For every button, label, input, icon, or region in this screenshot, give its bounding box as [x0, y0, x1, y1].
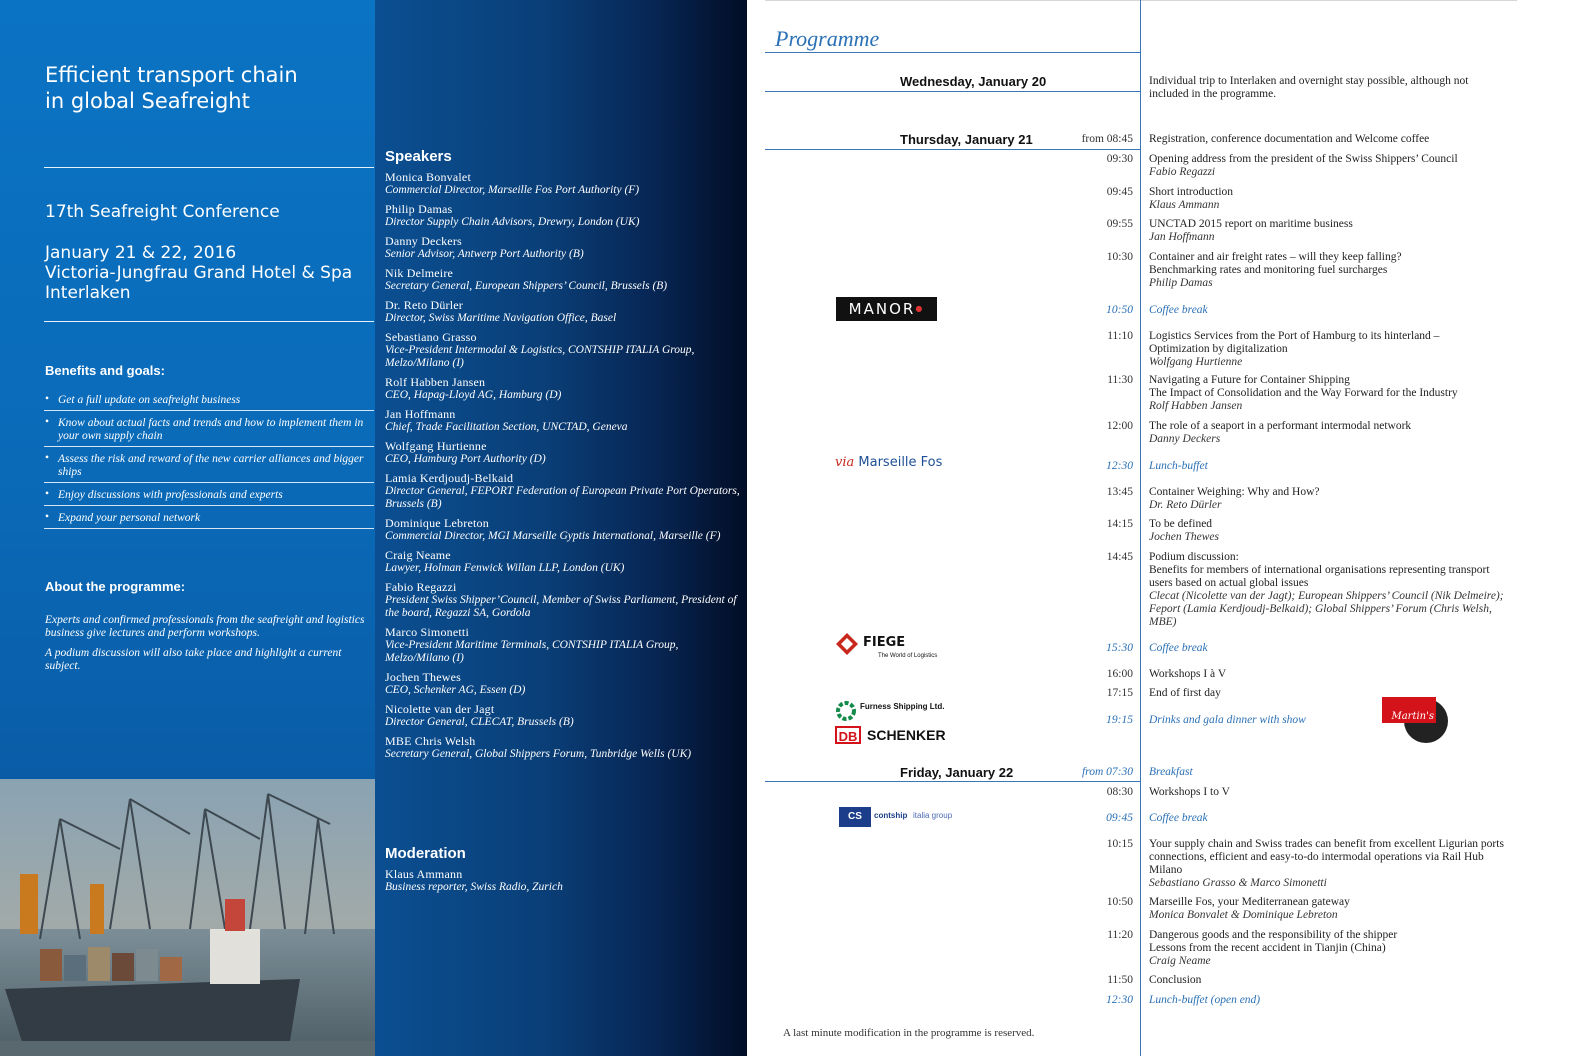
session-title: The Impact of Consolidation and the Way Forward for the Industry [1149, 387, 1458, 399]
session-title: Breakfast [1149, 766, 1193, 778]
list-item: Nik Delmeire Secretary General, European Shippers’ Council, Brussels (B) [385, 266, 668, 292]
session-title: Podium discussion: [1149, 551, 1239, 563]
session-title: The role of a seaport in a performant intermodal network [1149, 420, 1412, 432]
db-schenker-logo: DB SCHENKER [835, 726, 955, 746]
programme-time: 11:20 [1107, 929, 1133, 941]
fiege-logo: FIEGE The World of Logistics [835, 632, 945, 664]
programme-entry [1149, 994, 1509, 1007]
left-panel [0, 0, 375, 1056]
list-item: Rolf Habben Jansen CEO, Hapag-Lloyd AG, Hamburg (D) [385, 375, 562, 401]
benefits-list [44, 392, 374, 533]
fiege-icon [835, 632, 859, 656]
programme-entry [1149, 133, 1509, 146]
list-item: Danny Deckers Senior Advisor, Antwerp Port Authority (B) [385, 234, 584, 260]
programme-entry [1149, 838, 1509, 890]
session-title: Lunch-buffet (open end) [1149, 994, 1261, 1006]
divider [44, 321, 374, 322]
programme-entry [1149, 374, 1509, 413]
session-title: Coffee break [1149, 812, 1208, 824]
about-heading: About the programme: [45, 579, 186, 594]
session-speaker: Jan Hoffmann [1149, 231, 1215, 243]
list-item: Philip Damas Director Supply Chain Advisors, Drewry, London (UK) [385, 202, 640, 228]
programme-entry [1149, 75, 1509, 101]
programme-entry [1149, 812, 1509, 825]
list-item: Dr. Reto Dürler Director, Swiss Maritime Navigation Office, Basel [385, 298, 617, 324]
programme-entry [1149, 153, 1509, 179]
list-item: Sebastiano Grasso Vice-President Intermodal & Logistics, CONTSHIP ITALIA Group, Melzo/Milano (I) [385, 330, 695, 369]
harbour-photo-image [0, 779, 375, 1056]
session-title: Workshops I to V [1149, 786, 1230, 798]
list-item: Monica Bonvalet Commercial Director, Marseille Fos Port Authority (F) [385, 170, 640, 196]
session-title: UNCTAD 2015 report on maritime business [1149, 218, 1353, 230]
programme-time: 16:00 [1106, 668, 1133, 680]
list-item: Craig Neame Lawyer, Holman Fenwick Willan LLP, London (UK) [385, 548, 625, 574]
session-title: Benchmarking rates and monitoring fuel surcharges [1149, 264, 1388, 276]
programme-entry [1149, 551, 1509, 629]
programme-time: 10:50 [1106, 304, 1133, 316]
programme-time: 09:30 [1106, 153, 1133, 165]
programme-time: 14:15 [1106, 518, 1133, 530]
moderation-heading: Moderation [385, 845, 466, 862]
session-title: Container and air freight rates – will they keep falling? [1149, 251, 1402, 263]
programme-time: 11:10 [1107, 330, 1133, 342]
programme-entry [1149, 974, 1509, 987]
divider [765, 52, 1140, 53]
list-item: • Assess the risk and reward of the new carrier alliances and bigger ships [44, 451, 374, 483]
list-item: MBE Chris Welsh Secretary General, Global Shippers Forum, Tunbridge Wells (UK) [385, 734, 692, 760]
contship-logo: CS contship italia group [839, 807, 974, 829]
day-heading-wednesday: Wednesday, January 20 [900, 74, 1047, 89]
manor-logo: MANOR● [836, 297, 937, 321]
footnote: A last minute modification in the programme is reserved. [783, 1027, 1035, 1039]
programme-time: from 07:30 [1081, 766, 1133, 778]
programme-entry [1149, 786, 1509, 799]
programme-entry [1149, 518, 1509, 544]
session-title: Lunch-buffet [1149, 460, 1208, 472]
programme-time: 12:30 [1106, 994, 1133, 1006]
column-divider [1140, 0, 1141, 1056]
session-speaker: Sebastiano Grasso & Marco Simonetti [1149, 877, 1327, 889]
programme-entry [1149, 714, 1509, 727]
session-speaker: Philip Damas [1149, 277, 1213, 289]
programme-entry [1149, 420, 1509, 446]
programme-time: 10:50 [1106, 896, 1133, 908]
session-speaker: Klaus Ammann [1149, 199, 1220, 211]
session-title: Optimization by digitalization [1149, 343, 1288, 355]
programme-title: Programme [775, 26, 880, 51]
programme-time: 09:45 [1106, 186, 1133, 198]
session-title: Your supply chain and Swiss trades can benefit from excellent Ligurian ports connections, efficient and easy-to-do intermodal operations via Rail Hub Milano [1149, 838, 1504, 876]
list-item: • Expand your personal network [44, 510, 374, 529]
list-item: Wolfgang Hurtienne CEO, Hamburg Port Authority (D) [385, 439, 546, 465]
programme-entry [1149, 896, 1509, 922]
session-speaker: Fabio Regazzi [1149, 166, 1216, 178]
programme-entry [1149, 642, 1509, 655]
session-title: Logistics Services from the Port of Hamburg to its hinterland – [1149, 330, 1440, 342]
session-title: To be defined [1149, 518, 1213, 530]
list-item: • Enjoy discussions with professionals and experts [44, 487, 374, 506]
session-title: End of first day [1149, 687, 1221, 699]
list-item: Fabio Regazzi President Swiss Shipper’Council, Member of Swiss Parliament, President of the board, Regazzi SA, Gordola [385, 580, 737, 619]
session-title: Container Weighing: Why and How? [1149, 486, 1320, 498]
list-item: Marco Simonetti Vice-President Maritime Terminals, CONTSHIP ITALIA Group, Melzo/Milano (I) [385, 625, 679, 664]
speakers-list [385, 171, 740, 767]
session-title: Coffee break [1149, 304, 1208, 316]
furness-logo: Furness Shipping Ltd. [835, 700, 955, 722]
day-heading-friday: Friday, January 22 [900, 765, 1014, 780]
list-item: • Get a full update on seafreight business [44, 392, 374, 411]
session-speaker: Craig Neame [1149, 955, 1211, 967]
session-title: Benefits for members of international organisations representing transport users based on actual global issues [1149, 564, 1490, 589]
list-item: Jan Hoffmann Chief, Trade Facilitation Section, UNCTAD, Geneva [385, 407, 628, 433]
session-title: Individual trip to Interlaken and overnight stay possible, although not included in the programme. [1149, 75, 1469, 100]
programme-time: 19:15 [1106, 714, 1133, 726]
session-title: Conclusion [1149, 974, 1202, 986]
benefits-heading: Benefits and goals: [45, 363, 165, 378]
programme-entry [1149, 186, 1509, 212]
list-item: Nicolette van der Jagt Director General, CLECAT, Brussels (B) [385, 702, 574, 728]
programme-time: 14:45 [1106, 551, 1133, 563]
session-title: Drinks and gala dinner with show [1149, 714, 1306, 726]
marseille-fos-logo: via Marseille Fos [835, 455, 943, 470]
session-speaker: Clecat (Nicolette van der Jagt); European Shippers’ Council (Nik Delmeire); Feport (Lamia Kerdjoudj-Belkaid); Global Shippers’ Forum (Chris Welsh, MBE) [1149, 590, 1504, 628]
divider [765, 91, 1140, 92]
brochure-title: Efficient transport chain in global Seafreight [45, 63, 298, 113]
programme-time: 12:30 [1106, 460, 1133, 472]
programme-entry [1149, 766, 1509, 779]
speakers-heading: Speakers [385, 148, 452, 165]
list-item: Lamia Kerdjoudj-Belkaid Director General, FEPORT Federation of European Private Port Operators, Brussels (B) [385, 471, 740, 510]
divider [765, 781, 1140, 782]
divider [765, 149, 1140, 150]
programme-time: 09:45 [1106, 812, 1133, 824]
furness-icon [835, 700, 857, 722]
programme-entry [1149, 218, 1509, 244]
session-title: Dangerous goods and the responsibility of the shipper [1149, 929, 1398, 941]
session-title: Lessons from the recent accident in Tianjin (China) [1149, 942, 1386, 954]
session-title: Registration, conference documentation and Welcome coffee [1149, 133, 1430, 145]
programme-time: 17:15 [1106, 687, 1133, 699]
session-title: Short introduction [1149, 186, 1234, 198]
programme-time: 12:00 [1106, 420, 1133, 432]
list-item: • Know about actual facts and trends and how to implement them in your own supply chain [44, 415, 374, 447]
session-title: Marseille Fos, your Mediterranean gateway [1149, 896, 1350, 908]
about-text: Experts and confirmed professionals from the seafreight and logistics business give lectures and perform workshops. A podium discussion will also take place and highlight a current subject. [45, 614, 365, 672]
session-speaker: Rolf Habben Jansen [1149, 400, 1243, 412]
session-title: Coffee break [1149, 642, 1208, 654]
programme-entry [1149, 929, 1509, 968]
programme-entry [1149, 687, 1509, 700]
list-item: Dominique Lebreton Commercial Director, MGI Marseille Gyptis International, Marseille (F) [385, 516, 721, 542]
programme-entry [1149, 460, 1509, 473]
programme-time: from 08:45 [1081, 133, 1133, 145]
programme-time: 15:30 [1106, 642, 1133, 654]
session-speaker: Dr. Reto Dürler [1149, 499, 1222, 511]
programme-entry [1149, 330, 1509, 369]
programme-time: 10:15 [1106, 838, 1133, 850]
session-speaker: Danny Deckers [1149, 433, 1221, 445]
conference-details: January 21 & 22, 2016 Victoria-Jungfrau Grand Hotel & Spa Interlaken [45, 243, 353, 303]
harbour-photo [0, 779, 375, 1056]
programme-panel [747, 0, 1574, 1056]
divider [765, 0, 1517, 1]
list-item: Jochen Thewes CEO, Schenker AG, Essen (D) [385, 670, 526, 696]
day-heading-thursday: Thursday, January 21 [900, 132, 1033, 147]
moderator: Klaus Ammann Business reporter, Swiss Radio, Zurich [385, 867, 563, 893]
programme-time: 13:45 [1106, 486, 1133, 498]
session-title: Workshops I à V [1149, 668, 1227, 680]
programme-time: 11:30 [1107, 374, 1133, 386]
session-title: Opening address from the president of the Swiss Shippers’ Council [1149, 153, 1458, 165]
programme-time: 08:30 [1106, 786, 1133, 798]
martins-logo: Martin's [1382, 697, 1450, 743]
divider [44, 167, 374, 168]
programme-time: 09:55 [1106, 218, 1133, 230]
programme-entry [1149, 304, 1509, 317]
programme-entry [1149, 251, 1509, 290]
programme-entry [1149, 668, 1509, 681]
session-title: Navigating a Future for Container Shipping [1149, 374, 1350, 386]
session-speaker: Jochen Thewes [1149, 531, 1219, 543]
session-speaker: Wolfgang Hurtienne [1149, 356, 1243, 368]
session-speaker: Monica Bonvalet & Dominique Lebreton [1149, 909, 1338, 921]
speakers-panel [375, 0, 747, 1056]
programme-time: 10:30 [1106, 251, 1133, 263]
programme-time: 11:50 [1107, 974, 1133, 986]
conference-name: 17th Seafreight Conference [45, 202, 280, 222]
programme-entry [1149, 486, 1509, 512]
